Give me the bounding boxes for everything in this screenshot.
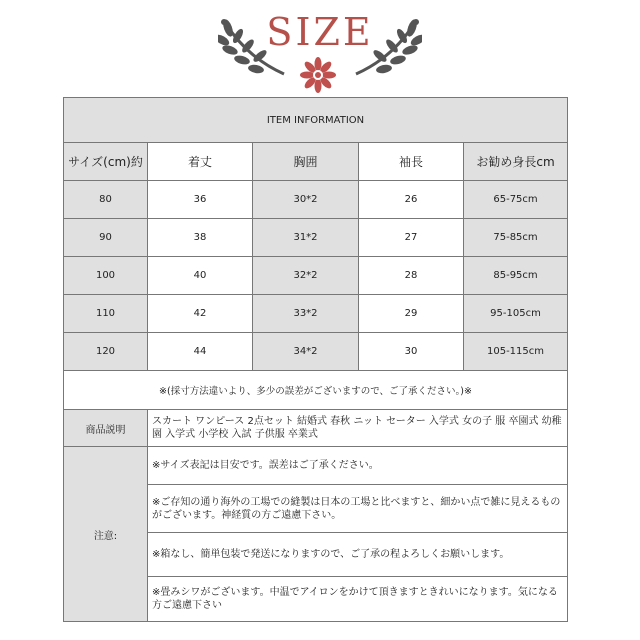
sleeve-cell: 29	[359, 295, 464, 333]
size-cell: 120	[64, 333, 148, 371]
col-header-length: 着丈	[148, 143, 253, 181]
size-cell: 100	[64, 257, 148, 295]
size-title: SIZE	[266, 10, 374, 54]
length-cell: 36	[148, 181, 253, 219]
caution-row	[64, 447, 568, 485]
caution-item: ※ご存知の通り海外の工場での縫製は日本の工場と比べますと、細かい点で雑に見えるものがございます。神経質の方ご遠慮下さい。	[148, 485, 568, 533]
chest-cell: 33*2	[253, 295, 359, 333]
col-header-sleeve: 袖長	[359, 143, 464, 181]
table-row	[64, 295, 568, 333]
table-row	[64, 257, 568, 295]
caution-item: ※畳みシワがございます。中温でアイロンをかけて頂きますときれいになります。気になる方ご遠慮下さい	[148, 577, 568, 622]
size-cell: 90	[64, 219, 148, 257]
table-row	[64, 181, 568, 219]
chest-cell: 31*2	[253, 219, 359, 257]
caution-item: ※箱なし、簡単包装で発送になりますので、ご了承の程よろしくお願いします。	[148, 533, 568, 577]
caution-item: ※サイズ表記は目安です。誤差はご了承ください。	[148, 447, 568, 485]
size-cell: 80	[64, 181, 148, 219]
chest-cell: 32*2	[253, 257, 359, 295]
measure-note-row	[64, 371, 568, 410]
description-row	[64, 410, 568, 447]
length-cell: 44	[148, 333, 253, 371]
table-row	[64, 219, 568, 257]
description-label: 商品説明	[64, 410, 148, 447]
height-cell: 105-115cm	[464, 333, 568, 371]
sleeve-cell: 30	[359, 333, 464, 371]
col-header-size: サイズ(cm)約	[64, 143, 148, 181]
flower-icon	[298, 56, 338, 94]
caution-label: 注意:	[64, 447, 148, 622]
chest-cell: 34*2	[253, 333, 359, 371]
laurel-branch-icon	[352, 18, 422, 80]
sleeve-cell: 28	[359, 257, 464, 295]
description-text: スカート ワンピース 2点セット 結婚式 春秋 ニット セーター 入学式 女の子 服 卒園式 幼稚園 入学式 小学校 入試 子供服 卒業式	[148, 410, 568, 447]
col-header-chest: 胸囲	[253, 143, 359, 181]
table-row	[64, 333, 568, 371]
size-cell: 110	[64, 295, 148, 333]
length-cell: 42	[148, 295, 253, 333]
size-table	[63, 97, 568, 622]
height-cell: 85-95cm	[464, 257, 568, 295]
measure-note: ※(採寸方法違いより、多少の誤差がございますので、ご了承ください。)※	[64, 371, 568, 410]
length-cell: 38	[148, 219, 253, 257]
length-cell: 40	[148, 257, 253, 295]
col-header-height: お勧め身長cm	[464, 143, 568, 181]
chest-cell: 30*2	[253, 181, 359, 219]
height-cell: 75-85cm	[464, 219, 568, 257]
size-header	[0, 0, 640, 96]
height-cell: 65-75cm	[464, 181, 568, 219]
sleeve-cell: 26	[359, 181, 464, 219]
height-cell: 95-105cm	[464, 295, 568, 333]
table-header-row	[64, 143, 568, 181]
table-title: ITEM INFORMATION	[64, 98, 568, 143]
sleeve-cell: 27	[359, 219, 464, 257]
